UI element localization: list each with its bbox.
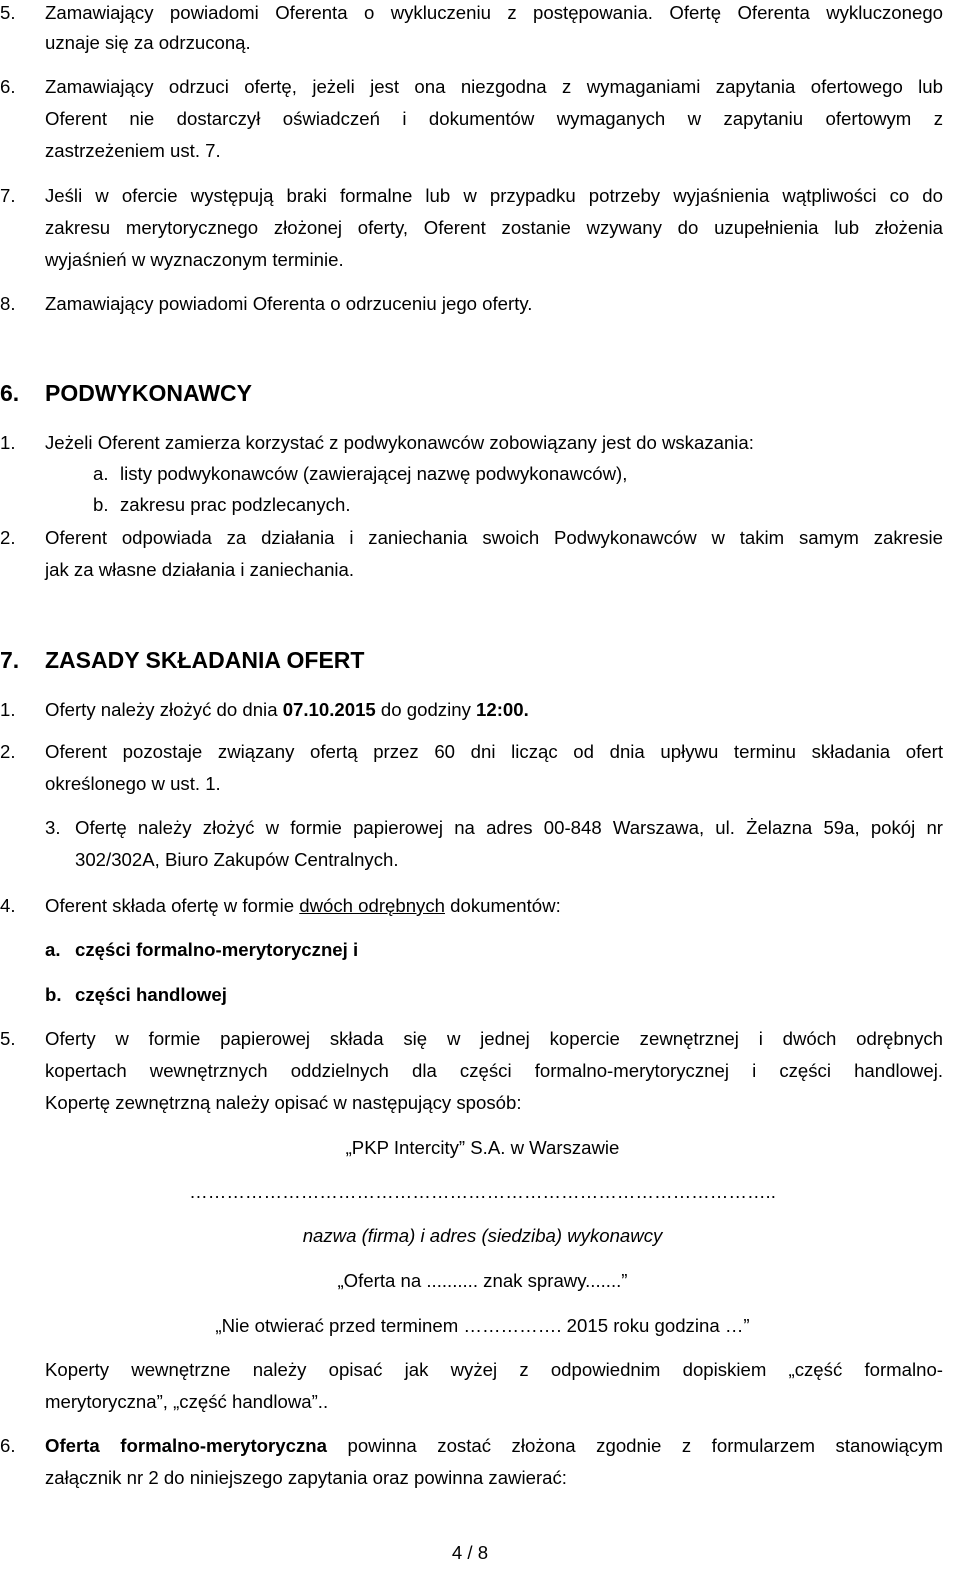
- paragraph-line: [45, 1437, 943, 1456]
- bold-text: Oferta formalno-merytoryczna: [45, 1435, 327, 1456]
- paragraph-line: merytoryczna”, „część handlowa”..: [45, 1391, 329, 1412]
- section-title: ZASADY SKŁADANIA OFERT: [45, 647, 365, 673]
- sublist-letter: a.: [45, 939, 61, 960]
- envelope-do-not-open-line: „Nie otwierać przed terminem ……………. 2015 roku godzina …”: [215, 1315, 750, 1336]
- section-title: PODWYKONAWCY: [45, 380, 252, 406]
- paragraph-line: [45, 897, 561, 916]
- envelope-offer-line: „Oferta na .......... znak sprawy.......”: [337, 1270, 628, 1291]
- sublist-item: zakresu prac podzlecanych.: [120, 494, 351, 515]
- envelope-contractor-label: nazwa (firma) i adres (siedziba) wykonawcy: [302, 1225, 663, 1246]
- deadline-text: Oferty należy złożyć do dnia: [45, 699, 283, 720]
- list-number: 2.: [0, 741, 16, 762]
- paragraph-line: Oferent odpowiada za działania i zaniechania swoich Podwykonawców w takim samym zakresie: [45, 527, 943, 548]
- sublist-letter: b.: [45, 984, 62, 1005]
- paragraph-text: Oferent składa ofertę w formie: [45, 895, 300, 916]
- section-number: 6.: [0, 380, 20, 406]
- section-number: 7.: [0, 647, 20, 673]
- paragraph-line: Jeżeli Oferent zamierza korzystać z podwykonawców zobowiązany jest do wskazania:: [45, 432, 754, 453]
- page-number: 4 / 8: [451, 1542, 489, 1563]
- list-number: 8.: [0, 293, 16, 314]
- sublist-letter: b.: [93, 494, 109, 515]
- paragraph-line: załącznik nr 2 do niniejszego zapytania oraz powinna zawierać:: [45, 1467, 567, 1488]
- deadline-text: do godziny: [375, 699, 477, 720]
- deadline-time: 12:00.: [476, 699, 529, 720]
- paragraph-line: Zamawiający odrzuci ofertę, jeżeli jest ona niezgodna z wymaganiami zapytania ofertowego lub: [45, 76, 943, 97]
- paragraph-line: określonego w ust. 1.: [45, 773, 221, 794]
- paragraph-line: wyjaśnień w wyznaczonym terminie.: [45, 249, 344, 270]
- paragraph-line: Kopertę zewnętrzną należy opisać w następujący sposób:: [45, 1092, 522, 1113]
- paragraph-text: powinna zostać złożona zgodnie z formularzem stanowiącym: [326, 1435, 944, 1456]
- paragraph-line: jak za własne działania i zaniechania.: [45, 559, 355, 580]
- deadline-line: [45, 701, 529, 720]
- list-number: 1.: [0, 432, 16, 453]
- envelope-recipient: „PKP Intercity” S.A. w Warszawie: [345, 1137, 620, 1158]
- sublist-item: części formalno-merytorycznej i: [75, 939, 359, 960]
- sublist-letter: a.: [93, 463, 109, 484]
- paragraph-line: zakresu merytorycznego złożonej oferty, Oferent zostanie wzywany do uzupełnienia lub złożenia: [45, 217, 943, 238]
- list-number: 7.: [0, 185, 16, 206]
- envelope-dotted-line: …………………………………………………………………………………..: [189, 1183, 776, 1202]
- list-number: 3.: [45, 817, 61, 838]
- paragraph-line: Jeśli w ofercie występują braki formalne lub w przypadku potrzeby wyjaśnienia wątpliwości co do: [45, 185, 943, 206]
- paragraph-line: Oferent nie dostarczył oświadczeń i dokumentów wymaganych w zapytaniu ofertowym z: [45, 108, 943, 129]
- list-number: 2.: [0, 527, 16, 548]
- underlined-text: dwóch odrębnych: [299, 895, 445, 916]
- paragraph-line: Ofertę należy złożyć w formie papierowej na adres 00-848 Warszawa, ul. Żelazna 59a, pokój nr: [75, 817, 943, 838]
- list-number: 5.: [0, 2, 16, 23]
- list-number: 4.: [0, 895, 16, 916]
- deadline-date: 07.10.2015: [282, 699, 376, 720]
- list-number: 5.: [0, 1028, 16, 1049]
- paragraph-line: Zamawiający powiadomi Oferenta o wykluczeniu z postępowania. Ofertę Oferenta wykluczonego: [45, 2, 943, 23]
- paragraph-line: Zamawiający powiadomi Oferenta o odrzuceniu jego oferty.: [45, 293, 533, 314]
- list-number: 6.: [0, 1435, 16, 1456]
- paragraph-line: zastrzeżeniem ust. 7.: [45, 140, 221, 161]
- list-number: 1.: [0, 699, 16, 720]
- paragraph-text: dokumentów:: [444, 895, 561, 916]
- paragraph-line: kopertach wewnętrznych oddzielnych dla części formalno-merytorycznej i części handlowej.: [45, 1060, 943, 1081]
- paragraph-line: Oferent pozostaje związany ofertą przez 60 dni licząc od dnia upływu terminu składania ofert: [45, 741, 943, 762]
- paragraph-line: Oferty w formie papierowej składa się w jednej kopercie zewnętrznej i dwóch odrębnych: [45, 1028, 943, 1049]
- sublist-item: listy podwykonawców (zawierającej nazwę podwykonawców),: [120, 463, 628, 484]
- paragraph-line: 302/302A, Biuro Zakupów Centralnych.: [75, 849, 399, 870]
- paragraph-line: Koperty wewnętrzne należy opisać jak wyżej z odpowiednim dopiskiem „część formalno-: [45, 1359, 943, 1380]
- sublist-item: części handlowej: [75, 984, 227, 1005]
- paragraph-line: uznaje się za odrzuconą.: [45, 32, 251, 53]
- list-number: 6.: [0, 76, 16, 97]
